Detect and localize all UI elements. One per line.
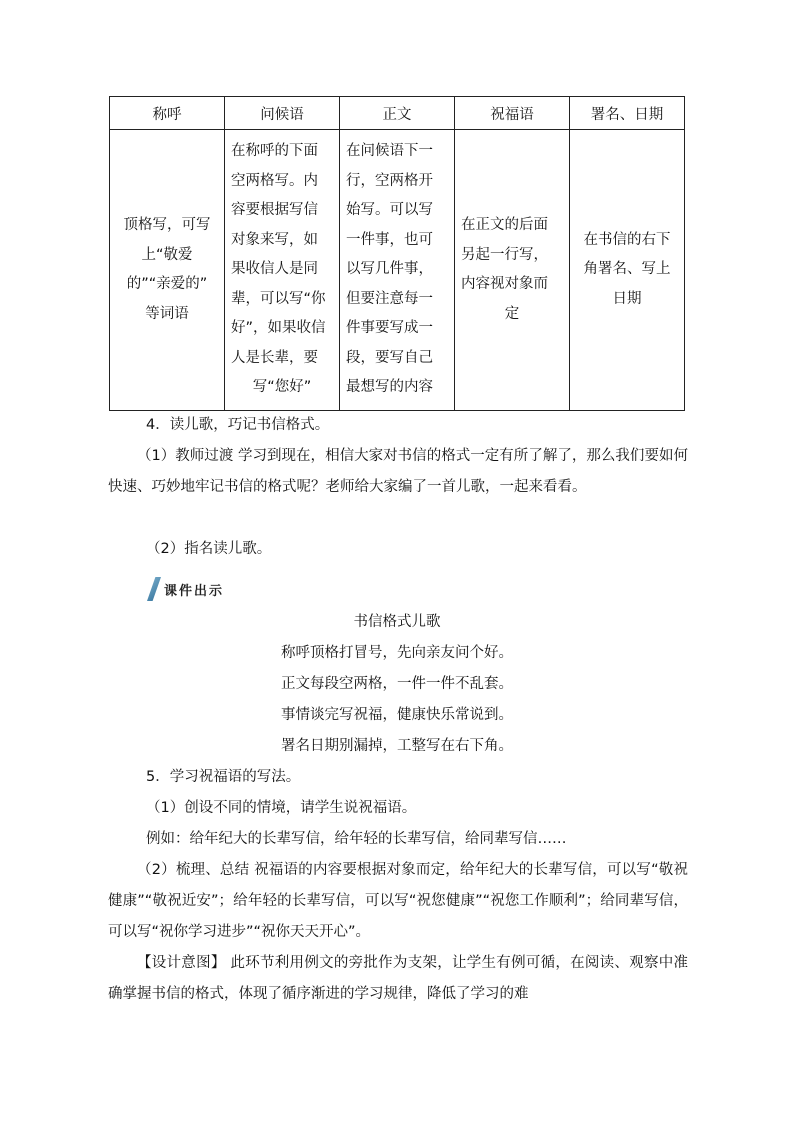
cell-line: 的”“亲爱的” xyxy=(126,276,208,292)
cell-line: 最想写的内容 xyxy=(346,379,433,396)
table-row xyxy=(110,130,685,411)
cell-line: 空两格写。内 xyxy=(231,172,318,189)
cell-line: 写“您好” xyxy=(252,379,312,396)
cell-line: 对象来写，如 xyxy=(231,231,318,248)
cell-line: 在称呼的下面 xyxy=(231,143,318,160)
cell-line: 人是长辈，要 xyxy=(231,349,318,366)
cell-line: 以写几件事， xyxy=(346,261,433,278)
cell-line: 等词语 xyxy=(145,305,189,322)
section4-instruction: （2）指名读儿歌。 xyxy=(146,541,272,557)
header-signature-date: 署名、日期 xyxy=(570,97,685,130)
cell-line: 日期 xyxy=(612,290,642,307)
cell-line: 段，要写自己 xyxy=(346,349,433,366)
courseware-badge xyxy=(147,577,224,601)
header-blessing: 祝福语 xyxy=(455,97,570,130)
poem-line: 事情谈完写祝福，健康快乐常说到。 xyxy=(281,707,513,723)
cell-line: 内容视对象而 xyxy=(461,276,548,292)
section5-heading: 5．学习祝福语的写法。 xyxy=(146,769,301,785)
poem-line: 正文每段空两格，一件一件不乱套。 xyxy=(281,676,513,692)
cell-line: 果收信人是同 xyxy=(231,261,318,278)
cell-body xyxy=(340,130,455,411)
poem-title: 书信格式儿歌 xyxy=(353,614,441,630)
cell-line: 一件事，也可 xyxy=(346,231,433,248)
cell-line: 在正文的后面 xyxy=(461,217,548,233)
table-header-row xyxy=(110,97,685,130)
badge-label: 课件出示 xyxy=(164,583,225,599)
cell-line: 角署名、写上 xyxy=(583,261,671,278)
cell-line: 顶格写，可写 xyxy=(123,217,211,233)
cell-line: 在问候语下一 xyxy=(346,143,433,160)
badge-slash-icon xyxy=(147,577,161,601)
cell-line: 定 xyxy=(504,305,520,322)
cell-line: 在书信的右下 xyxy=(583,231,671,248)
cell-line: 好”，如果收信 xyxy=(231,320,326,337)
header-body: 正文 xyxy=(340,97,455,130)
poem-line: 署名日期别漏掉，工整写在右下角。 xyxy=(281,738,513,754)
header-greeting: 问候语 xyxy=(225,97,340,130)
section5-paragraph: （1）创设不同的情境，请学生说祝福语。 xyxy=(146,800,417,816)
cell-line: 但要注意每一 xyxy=(346,290,433,307)
cell-line: 另起一行写， xyxy=(461,246,548,263)
design-intent-label: 【设计意图】 xyxy=(137,955,226,971)
cell-line: 辈，可以写“你 xyxy=(231,290,326,307)
cell-line: 容要根据写信 xyxy=(231,202,318,219)
section4-heading: 4．读儿歌，巧记书信格式。 xyxy=(146,417,330,433)
cell-line: 始写。可以写 xyxy=(346,202,433,219)
poem-line: 称呼顶格打冒号，先向亲友问个好。 xyxy=(281,645,513,661)
design-intent-text: 此环节利用例文的旁批作为支架，让学生有例可循，在阅读、观察中准确掌握书信的格式，体现了循序渐进的学习规律，降低了学习的难 xyxy=(108,955,689,1002)
cell-line: 件事要写成一 xyxy=(346,320,433,337)
cell-blessing xyxy=(455,130,570,411)
cell-line: 上“敬爱 xyxy=(141,246,193,263)
letter-format-table xyxy=(109,96,685,411)
design-intent xyxy=(108,948,688,1010)
section5-example: 例如：给年纪大的长辈写信，给年轻的长辈写信，给同辈写信…… xyxy=(146,831,567,847)
section4-paragraph: （1）教师过渡 学习到现在，相信大家对书信的格式一定有所了解了，那么我们要如何快速、巧妙地牢记书信的格式呢？老师给大家编了一首儿歌，一起来看看。 xyxy=(108,448,688,495)
header-salutation: 称呼 xyxy=(110,97,225,130)
cell-salutation xyxy=(110,130,225,411)
section5-summary: （2）梳理、总结 祝福语的内容要根据对象而定，给年纪大的长辈写信，可以写“敬祝健康”“敬祝近安”；给年轻的长辈写信，可以写“祝您健康”“祝您工作顺利”；给同辈写信，可以写“祝你学习进步”“祝你天天开心”。 xyxy=(108,862,688,940)
cell-line: 行，空两格开 xyxy=(346,172,433,189)
cell-signature-date xyxy=(570,130,685,411)
poem xyxy=(0,607,794,762)
cell-greeting xyxy=(225,130,340,411)
